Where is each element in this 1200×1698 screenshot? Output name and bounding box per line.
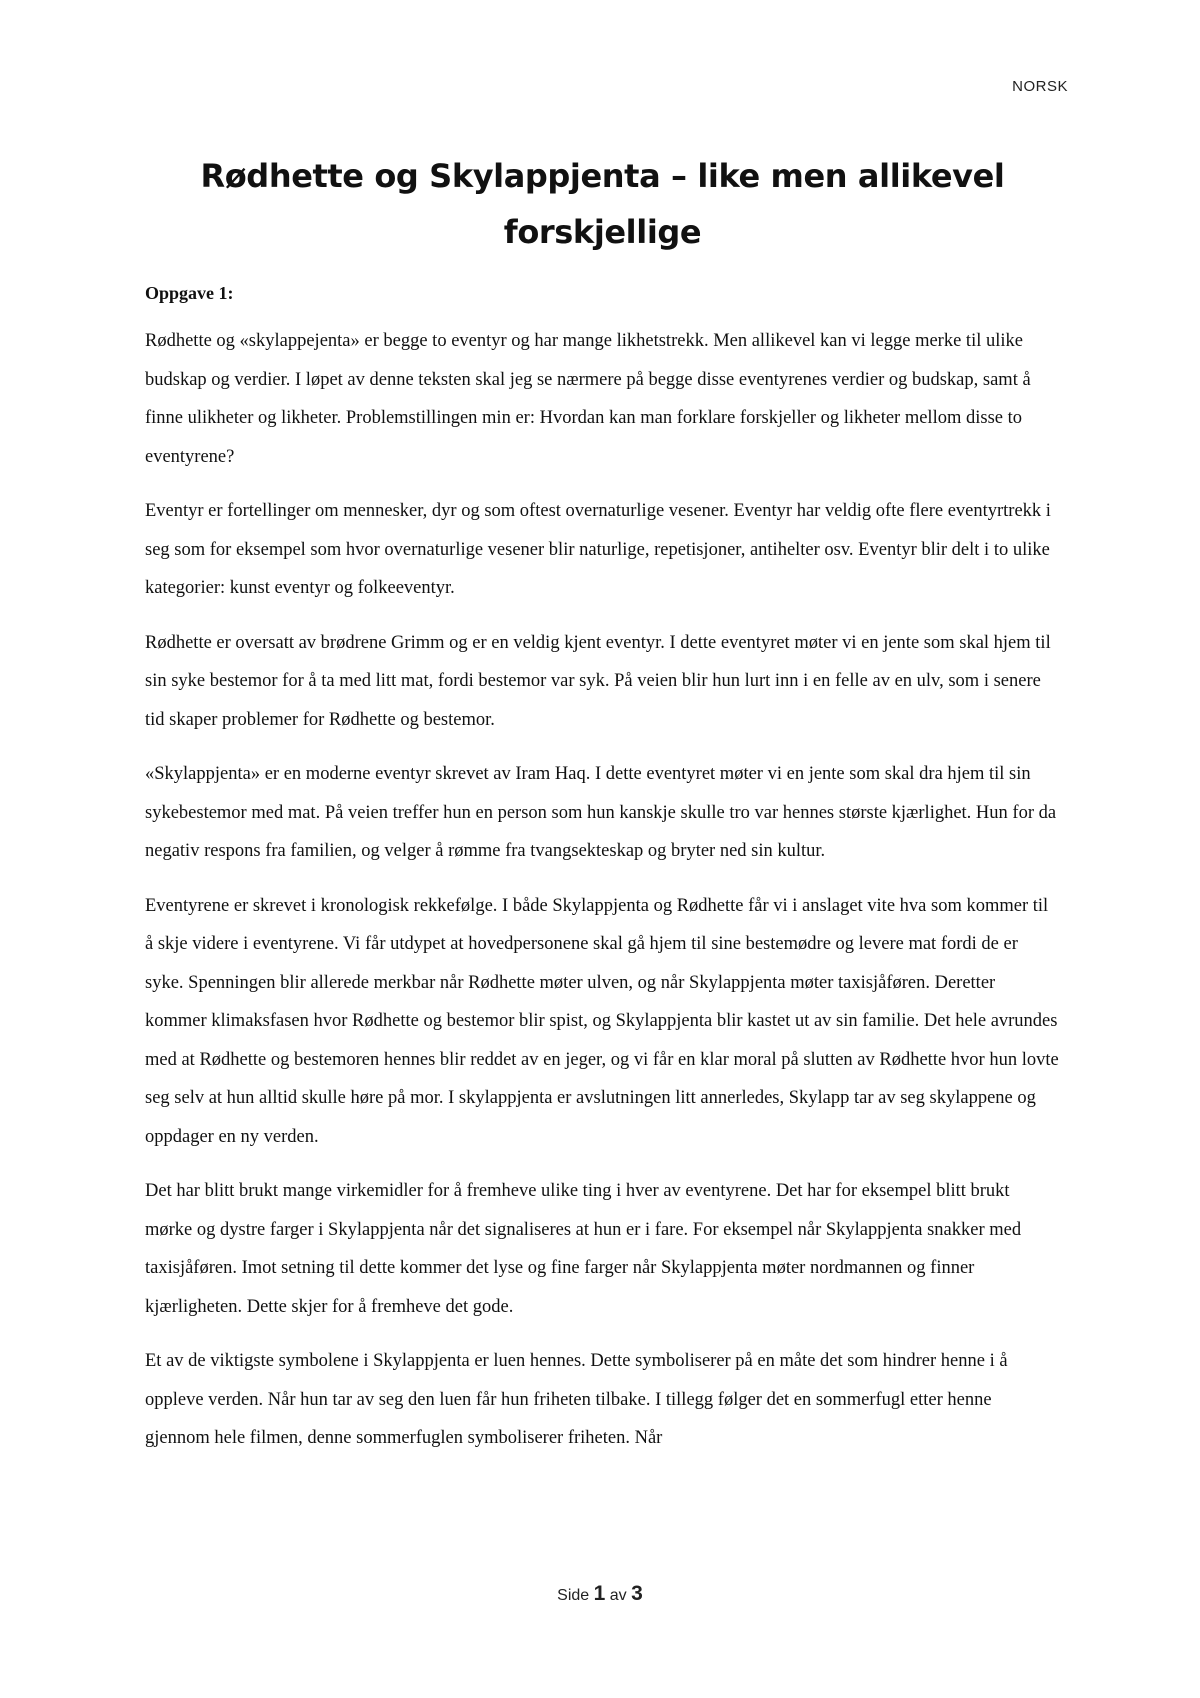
task-heading: Oppgave 1:: [145, 283, 234, 303]
document-body: [145, 148, 1060, 1474]
paragraph-symbols: Et av de viktigste symbolene i Skylappjenta er luen hennes. Dette symboliserer på en måte det som hindrer henne i å oppleve verden. Når hun tar av seg den luen får hun friheten tilbake. I tillegg følger det en sommerfugl etter henne gjennom hele filmen, denne sommerfuglen symboliserer friheten. Når: [145, 1351, 1008, 1448]
paragraph-rodhette-summary: Rødhette er oversatt av brødrene Grimm og er en veldig kjent eventyr. I dette eventyret møter vi en jente som skal hjem til sin syke bestemor for å ta med litt mat, fordi bestemor var syk. På veien blir hun lurt inn i en felle av en ulv, som i senere tid skaper problemer for Rødhette og bestemor.: [145, 632, 1051, 730]
paragraph-skylappjenta-summary: «Skylappjenta» er en moderne eventyr skrevet av Iram Haq. I dette eventyret møter vi en jente som skal dra hjem til sin sykebestemor med mat. På veien treffer hun en person som hun kanskje skulle tro var hennes største kjærlighet. Hun for da negativ respons fra familien, og velger å rømme fra tvangsekteskap og bryter ned sin kultur.: [145, 764, 1057, 861]
footer-separator: av: [609, 1587, 627, 1604]
paragraph-devices: Det har blitt brukt mange virkemidler for å fremheve ulike ting i hver av eventyrene. Det har for eksempel blitt brukt mørke og dystre farger i Skylappjenta når det signaliseres at hun er i fare. For eksempel når Skylappjenta snakker med taxisjåføren. Imot setning til dette kommer det lyse og fine farger når Skylappjenta møter nordmannen og finner kjærligheten. Dette skjer for å fremheve det gode.: [145, 1181, 1022, 1317]
paragraph-intro: Rødhette og «skylappejenta» er begge to eventyr og har mange likhetstrekk. Men allikevel kan vi legge merke til ulike budskap og verdier. I løpet av denne teksten skal jeg se nærmere på begge disse eventyrenes verdier og budskap, samt å finne ulikheter og likheter. Problemstillingen min er: Hvordan kan man forklare forskjeller og likheter mellom disse to eventyrene?: [145, 331, 1031, 467]
document-header-label: NORSK: [1012, 78, 1068, 95]
document-title: Rødhette og Skylappjenta – like men allikevel forskjellige: [200, 157, 1005, 251]
paragraph-eventyr-definition: Eventyr er fortellinger om mennesker, dyr og som oftest overnaturlige vesener. Eventyr har veldig ofte flere eventyrtrekk i seg som for eksempel som hvor overnaturlige vesener blir naturlige, repetisjoner, antihelter osv. Eventyr blir delt i to ulike kategorier: kunst eventyr og folkeeventyr.: [145, 501, 1051, 598]
paragraph-structure: Eventyrene er skrevet i kronologisk rekkefølge. I både Skylappjenta og Rødhette får vi i anslaget vite hva som kommer til å skje videre i eventyrene. Vi får utdypet at hovedpersonene skal gå hjem til sine bestemødre og levere mat fordi de er syke. Spenningen blir allerede merkbar når Rødhette møter ulven, og når Skylappjenta møter taxisjåføren. Deretter kommer klimaksfasen hvor Rødhette og bestemor blir spist, og Skylappjenta blir kastet ut av sin familie. Det hele avrundes med at Rødhette og bestemoren hennes blir reddet av en jeger, og vi får en klar moral på slutten av Rødhette hvor hun lovte seg selv at hun alltid skulle høre på mor. I skylappjenta er avslutningen litt annerledes, Skylapp tar av seg skylappene og oppdager en ny verden.: [145, 895, 1059, 1147]
page-footer: [0, 1582, 1200, 1606]
footer-total-pages: 3: [631, 1582, 643, 1605]
footer-prefix: Side: [557, 1587, 590, 1604]
footer-current-page: 1: [593, 1582, 606, 1605]
